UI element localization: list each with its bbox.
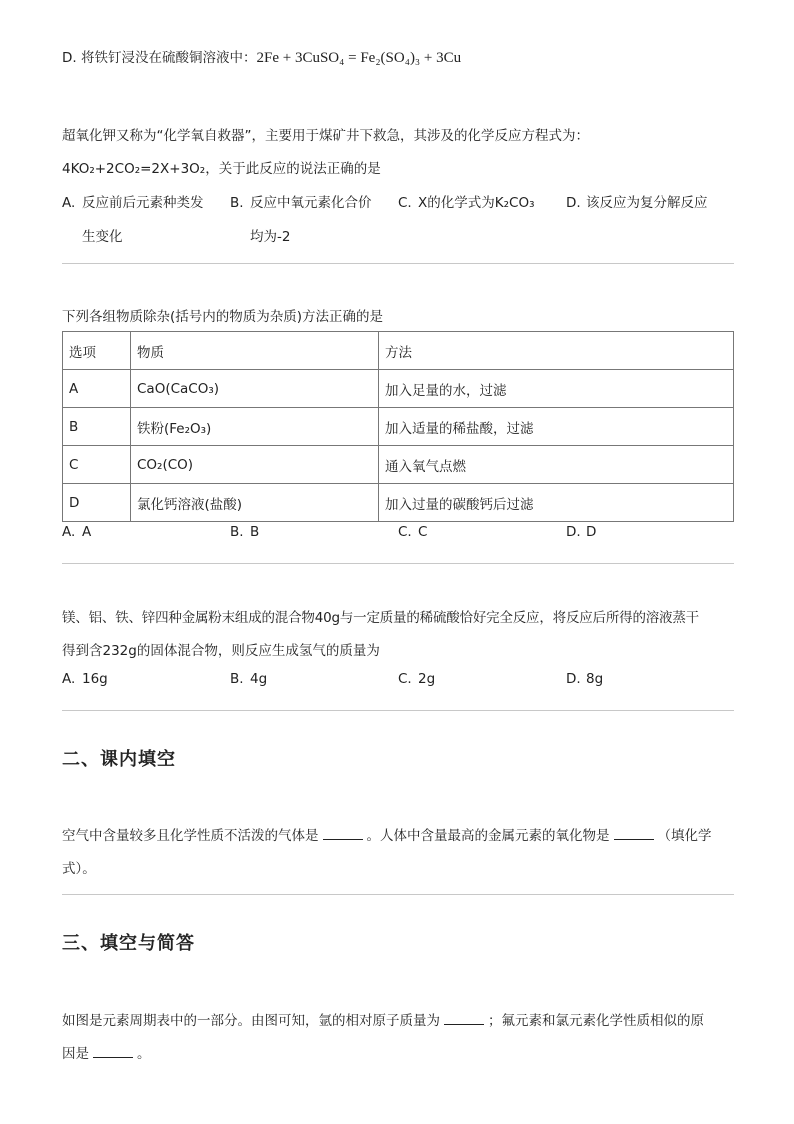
q2-option-b[interactable]: B. B [230, 524, 260, 540]
q3-stem-line2: 得到含232g的固体混合物，则反应生成氢气的质量为 [62, 643, 380, 659]
table-header-cell: 方法 [379, 332, 734, 370]
table-cell: B [63, 408, 131, 446]
prev-option-d-equation: 2Fe + 3CuSO₄ = Fe₂(SO₄)₃ + 3Cu [256, 50, 462, 66]
table-cell: 加入足量的水，过滤 [379, 370, 734, 408]
q3-option-a[interactable]: A. 16g [62, 671, 108, 687]
q2-option-d[interactable]: D. D [566, 524, 597, 540]
q1-stem-line1: 超氧化钾又称为“化学氧自救器”，主要用于煤矿井下救急，其涉及的化学反应方程式为： [62, 128, 589, 144]
prev-option-d [62, 46, 461, 67]
prev-option-d-prefix: D. 将铁钉浸没在硫酸铜溶液中： [62, 50, 257, 66]
table-cell: CaO(CaCO₃) [131, 370, 379, 408]
answer-blank[interactable] [614, 828, 654, 840]
q1-option-c[interactable]: C. X的化学式为K₂CO₃ [398, 195, 535, 211]
q1-stem-line2: 4KO₂+2CO₂=2X+3O₂，关于此反应的说法正确的是 [62, 161, 381, 177]
section-3-title: 三、填空与简答 [62, 933, 195, 954]
section-2-question-cont: 式）。 [62, 861, 96, 877]
q1-option-b-cont: 均为-2 [250, 229, 291, 245]
table-header-row [63, 332, 734, 370]
table-row [63, 446, 734, 484]
q2-option-a[interactable]: A. A [62, 524, 92, 540]
table-cell: C [63, 446, 131, 484]
q3-option-d[interactable]: D. 8g [566, 671, 604, 687]
q3-stem-line1: 镁、铝、铁、锌四种金属粉末组成的混合物40g与一定质量的稀硫酸恰好完全反应，将反应后所得的溶液蒸干 [62, 610, 699, 626]
q2-stem: 下列各组物质除杂(括号内的物质为杂质)方法正确的是 [62, 309, 384, 325]
table-cell: 氯化钙溶液(盐酸) [131, 484, 379, 522]
q1-option-b[interactable]: B. 反应中氧元素化合价 [230, 195, 372, 211]
answer-blank[interactable] [444, 1013, 484, 1025]
section-3-question: 如图是元素周期表中的一部分。由图可知，氩的相对原子质量为 ；氟元素和氯元素化学性质相似的原 [62, 1013, 704, 1029]
q1-option-d[interactable]: D. 该反应为复分解反应 [566, 195, 708, 211]
table-cell: 通入氧气点燃 [379, 446, 734, 484]
table-cell: CO₂(CO) [131, 446, 379, 484]
table-cell: A [63, 370, 131, 408]
table-header-cell: 物质 [131, 332, 379, 370]
table-cell: 铁粉(Fe₂O₃) [131, 408, 379, 446]
q3-option-c[interactable]: C. 2g [398, 671, 436, 687]
answer-blank[interactable] [323, 828, 363, 840]
answer-blank[interactable] [93, 1046, 133, 1058]
table-cell: D [63, 484, 131, 522]
divider [62, 563, 734, 564]
table-cell: 加入过量的碳酸钙后过滤 [379, 484, 734, 522]
table-header-cell: 选项 [63, 332, 131, 370]
impurity-table [62, 331, 734, 522]
q2-option-c[interactable]: C. C [398, 524, 428, 540]
q3-option-b[interactable]: B. 4g [230, 671, 268, 687]
section-2-title: 二、课内填空 [62, 749, 176, 770]
divider [62, 710, 734, 711]
q1-option-a-cont: 生变化 [82, 229, 123, 245]
table-row [63, 370, 734, 408]
table-row [63, 408, 734, 446]
q1-option-a[interactable]: A. 反应前后元素种类发 [62, 195, 204, 211]
divider [62, 263, 734, 264]
divider [62, 894, 734, 895]
section-3-question-cont: 因是 。 [62, 1046, 151, 1062]
table-row [63, 484, 734, 522]
table-cell: 加入适量的稀盐酸，过滤 [379, 408, 734, 446]
section-2-question: 空气中含量较多且化学性质不活泼的气体是 。人体中含量最高的金属元素的氧化物是 （填化学 [62, 828, 712, 844]
